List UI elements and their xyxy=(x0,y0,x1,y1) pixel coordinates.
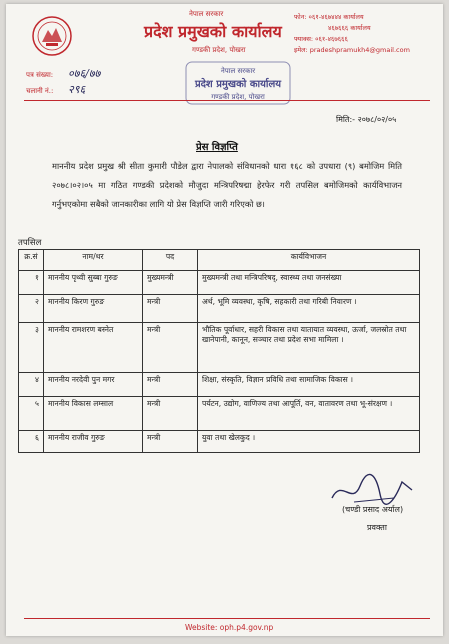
table-row xyxy=(19,271,420,295)
position-cell: मुख्यमन्त्री xyxy=(143,271,198,295)
position-cell: मन्त्री xyxy=(143,295,198,323)
table-row xyxy=(19,295,420,323)
dispatch-number-value: २९६ xyxy=(68,83,86,96)
position-cell: मन्त्री xyxy=(143,397,198,431)
portfolio-cell: पर्यटन, उद्योग, वाणिज्य तथा आपूर्ति, वन, वातावरण तथा भू-संरक्षण । xyxy=(198,397,420,431)
serial-cell: ३ xyxy=(19,323,44,373)
serial-cell: १ xyxy=(19,271,44,295)
stamp-line-1: नेपाल सरकार xyxy=(220,67,256,75)
portfolio-cell: शिक्षा, संस्कृति, विज्ञान प्रविधि तथा सामाजिक विकास । xyxy=(198,373,420,397)
document-page xyxy=(6,4,443,636)
stamp-line-3: गण्डकी प्रदेश, पोखरा xyxy=(211,93,265,101)
phone-number-2: ४६७६६६ कार्यालय xyxy=(328,24,371,32)
column-header-position: पद xyxy=(143,250,198,271)
portfolio-table xyxy=(18,249,420,453)
signatory-name: (चण्डी प्रसाद अर्याल) xyxy=(342,505,404,514)
table-header-row xyxy=(19,250,420,271)
name-cell: माननीय विकास लम्साल xyxy=(44,397,143,431)
dispatch-number-label: चलानी नं.: xyxy=(26,87,54,95)
table-row xyxy=(19,373,420,397)
details-label: तपसिल xyxy=(18,238,42,248)
table-row xyxy=(19,431,420,453)
office-address: गण्डकी प्रदेश, पोखरा xyxy=(192,46,246,54)
portfolio-cell: युवा तथा खेलकुद । xyxy=(198,431,420,453)
serial-cell: २ xyxy=(19,295,44,323)
office-title: प्रदेश प्रमुखको कार्यालय xyxy=(144,22,282,41)
stamp-line-2: प्रदेश प्रमुखको कार्यालय xyxy=(194,79,282,90)
phone-number: फोन: ०६१-४६७४४४ कार्यालय xyxy=(294,13,364,21)
footer-website: Website: oph.p4.gov.np xyxy=(185,623,274,632)
column-header-portfolio: कार्यविभाजन xyxy=(198,250,420,271)
document-date: मिति:- २०७८/०२/०५ xyxy=(336,115,397,124)
serial-cell: ५ xyxy=(19,397,44,431)
letter-number-value: ०७६/७७ xyxy=(68,67,101,80)
body-paragraph: माननीय प्रदेश प्रमुख श्री सीता कुमारी पौडेल द्वारा नेपालको संविधानको धारा १६८ को उपधारा (९) बमोजिम मिति २०७८।०२।०५ मा गठित गण्डकी प्रदेशको मौजुदा मन्त्रिपरिषद्मा हेरफेर गरी तपसिल बमोजिमको कार्यविभाजन गर्नुभएकोमा सबैको जानकारीका लागि यो प्रेस विज्ञप्ति जारी गरिएको छ। xyxy=(52,161,402,209)
table-row xyxy=(19,397,420,431)
letterhead-divider xyxy=(24,100,430,101)
serial-cell: ४ xyxy=(19,373,44,397)
table-row xyxy=(19,323,420,373)
nepal-emblem-icon xyxy=(32,16,72,56)
letter-number-label: पत्र संख्या: xyxy=(26,71,54,79)
portfolio-cell: भौतिक पूर्वाधार, सहरी विकास तथा यातायात व्यवस्था, ऊर्जा, जलस्रोत तथा खानेपानी, कानून, सञ्चार तथा प्रदेश सभा मामिला । xyxy=(198,323,420,373)
signatory-title: प्रवक्ता xyxy=(367,523,387,532)
footer-divider xyxy=(24,618,430,619)
column-header-name: नाम/थर xyxy=(44,250,143,271)
position-cell: मन्त्री xyxy=(143,373,198,397)
portfolio-cell: मुख्यमन्त्री तथा मन्त्रिपरिषद्, स्वास्थ्य तथा जनसंख्या xyxy=(198,271,420,295)
serial-cell: ६ xyxy=(19,431,44,453)
fax-number: फ्याक्स: ०६१-४६७६६६ xyxy=(294,35,348,43)
name-cell: माननीय पृथ्वी सुब्बा गुरुङ xyxy=(44,271,143,295)
name-cell: माननीय राजीव गुरुङ xyxy=(44,431,143,453)
government-label: नेपाल सरकार xyxy=(189,10,224,18)
position-cell: मन्त्री xyxy=(143,323,198,373)
column-header-serial: क्र.सं xyxy=(19,250,44,271)
name-cell: माननीय रामशरण बस्नेत xyxy=(44,323,143,373)
email-address: इमेल: pradeshpramukh4@gmail.com xyxy=(294,46,410,54)
portfolio-cell: अर्थ, भूमि व्यवस्था, कृषि, सहकारी तथा गरिबी निवारण । xyxy=(198,295,420,323)
document-heading: प्रेस विज्ञप्ति xyxy=(196,142,238,153)
position-cell: मन्त्री xyxy=(143,431,198,453)
name-cell: माननीय किरण गुरुङ xyxy=(44,295,143,323)
name-cell: माननीय नरदेवी पुन मगर xyxy=(44,373,143,397)
